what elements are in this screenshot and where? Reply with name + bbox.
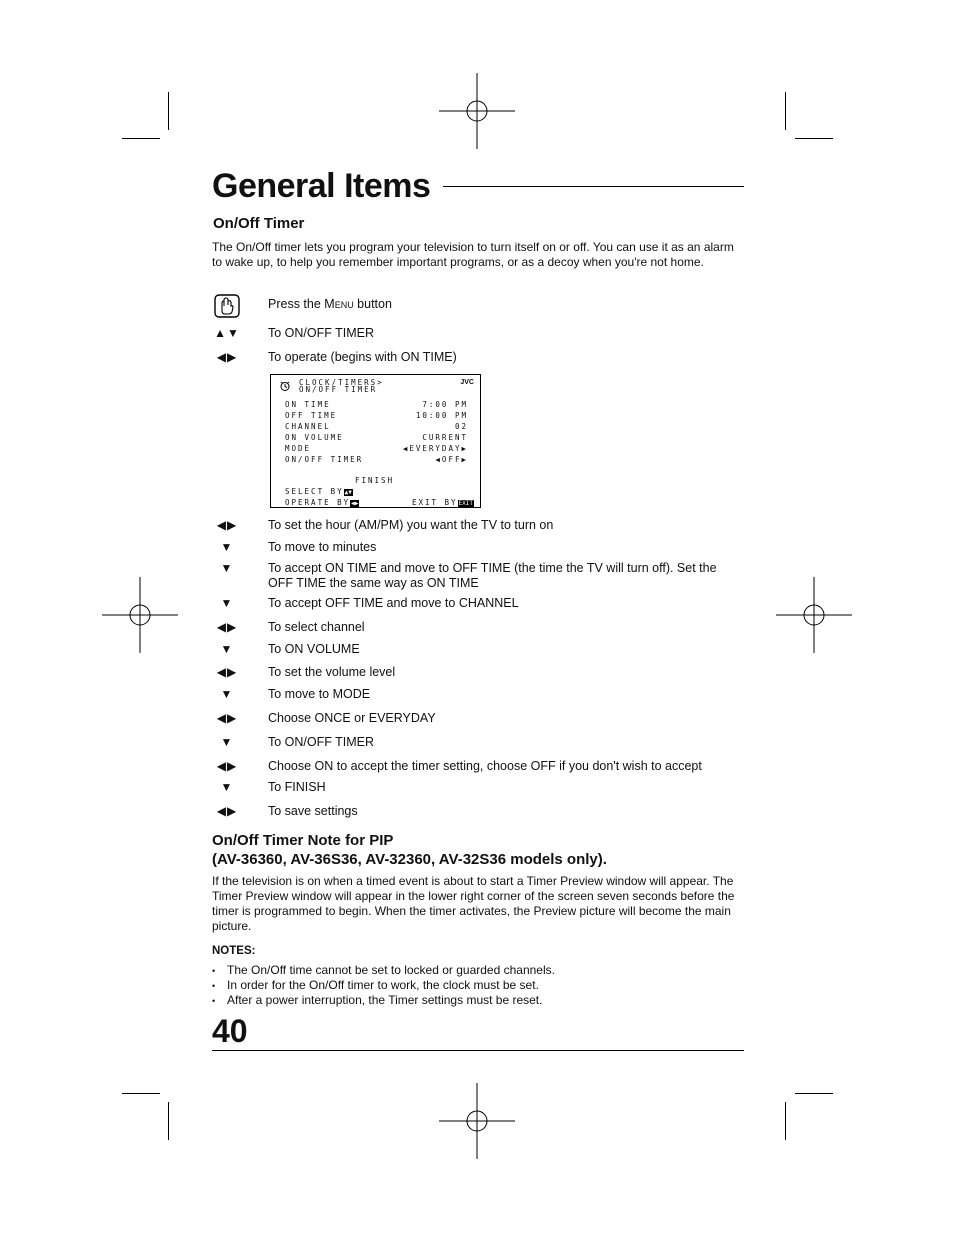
bullet: • (212, 996, 216, 1006)
section-heading-pip-note: On/Off Timer Note for PIP (212, 832, 394, 849)
step-accept-on-time: To accept ON TIME and move to OFF TIME (the time the TV will turn off). Set the OFF TIME the same way as ON TIME (268, 561, 717, 590)
step-select-channel: To select channel (268, 620, 365, 634)
osd-operate-key: ◀▶ (351, 500, 359, 507)
down-arrow-icon: ▼ (220, 642, 234, 656)
down-arrow-icon: ▼ (220, 735, 234, 749)
osd-channel-value: 02 (454, 422, 468, 431)
osd-channel-label: CHANNEL (285, 422, 331, 431)
title-rule (443, 186, 744, 187)
left-right-arrows-icon: ◀▶ (216, 759, 238, 773)
step-choose-on-off: Choose ON to accept the timer setting, choose OFF if you don't wish to accept (268, 759, 702, 773)
step-save-settings: To save settings (268, 804, 358, 818)
registration-mark-left (102, 577, 178, 653)
footer-rule (212, 1050, 744, 1051)
step-to-operate: To operate (begins with ON TIME) (268, 350, 457, 364)
section-heading-on-off-timer: On/Off Timer (213, 215, 305, 232)
notes-title: NOTES: (212, 945, 256, 957)
note-item: • The On/Off time cannot be set to locked or guarded channels. (212, 963, 555, 977)
osd-timer-menu (270, 374, 481, 508)
osd-on-off-timer-label: ON/OFF TIMER (285, 455, 364, 464)
osd-finish: FINISH (355, 476, 395, 485)
page-title: General Items (212, 167, 431, 205)
step-accept-off-time: To accept OFF TIME and move to CHANNEL (268, 596, 519, 610)
left-right-arrows-icon: ◀▶ (216, 350, 238, 364)
step-to-on-off-timer: To ON/OFF TIMER (268, 326, 375, 340)
left-right-arrows-icon: ◀▶ (216, 711, 238, 725)
osd-exit-key: EXIT (458, 500, 473, 507)
step-move-mode: To move to MODE (268, 687, 371, 701)
bullet: • (212, 966, 216, 976)
osd-on-time-label: ON TIME (285, 400, 331, 409)
osd-mode-label: MODE (285, 444, 312, 453)
osd-on-volume-value: CURRENT (422, 433, 468, 442)
step-to-finish: To FINISH (268, 780, 326, 794)
step-to-timer: To ON/OFF TIMER (268, 735, 375, 749)
step-set-hour: To set the hour (AM/PM) you want the TV to turn on (268, 518, 554, 532)
osd-off-time-value: 10:00 PM (415, 411, 468, 420)
pip-note-paragraph: If the television is on when a timed event is about to start a Timer Preview window will appear. The Timer Preview window will appear in the lower right corner of the screen seven seconds before the timer is programmed to begin. When the timer activates, the Preview picture will become the main picture. (212, 874, 735, 933)
osd-operate-label: OPERATE BY (285, 498, 351, 507)
osd-off-time-label: OFF TIME (285, 411, 338, 420)
menu-key-label: Menu (324, 297, 354, 311)
note-item: • In order for the On/Off timer to work, the clock must be set. (212, 978, 539, 992)
down-arrow-icon: ▼ (220, 561, 234, 575)
down-arrow-icon: ▼ (220, 540, 234, 554)
down-arrow-icon: ▼ (220, 780, 234, 794)
step-to-on-volume: To ON VOLUME (268, 642, 360, 656)
left-right-arrows-icon: ◀▶ (216, 804, 238, 818)
osd-select-label: SELECT BY (285, 487, 344, 496)
osd-exit-label: EXIT BY (411, 498, 458, 507)
step-move-minutes: To move to minutes (268, 540, 377, 554)
osd-on-off-timer-value: ◀OFF▶ (435, 455, 468, 464)
osd-brand-logo: JVC (460, 379, 474, 386)
page-number: 40 (212, 1013, 248, 1049)
registration-mark-top (439, 73, 515, 149)
step-press-menu: Press the Menu button (268, 297, 392, 311)
intro-paragraph: The On/Off timer lets you program your television to turn itself on or off. You can use it as an alarm to wake up, to help you remember important programs, or as a decoy when you're not home. (212, 240, 734, 269)
left-right-arrows-icon: ◀▶ (216, 665, 238, 679)
alarm-clock-icon (279, 380, 291, 392)
bullet: • (212, 981, 216, 991)
note-item: • After a power interruption, the Timer settings must be reset. (212, 993, 543, 1007)
osd-select-key: ▲▼ (344, 489, 352, 496)
osd-on-volume-label: ON VOLUME (285, 433, 344, 442)
osd-header-line1: CLOCK/TIMERS> (299, 378, 384, 387)
osd-header-line2: ON/OFF TIMER (299, 385, 378, 394)
section-heading-pip-models: (AV-36360, AV-36S36, AV-32360, AV-32S36 models only). (212, 851, 607, 868)
down-arrow-icon: ▼ (220, 596, 234, 610)
registration-mark-bottom (439, 1083, 515, 1159)
left-right-arrows-icon: ◀▶ (216, 518, 238, 532)
left-right-arrows-icon: ◀▶ (216, 620, 238, 634)
registration-mark-right (776, 577, 852, 653)
menu-hand-icon (212, 294, 242, 322)
osd-on-time-value: 7:00 PM (422, 400, 468, 409)
step-set-volume: To set the volume level (268, 665, 396, 679)
step-choose-mode: Choose ONCE or EVERYDAY (268, 711, 436, 725)
osd-mode-value: ◀EVERYDAY▶ (402, 444, 468, 453)
up-down-arrows-icon: ▲▼ (214, 326, 240, 340)
down-arrow-icon: ▼ (220, 687, 234, 701)
